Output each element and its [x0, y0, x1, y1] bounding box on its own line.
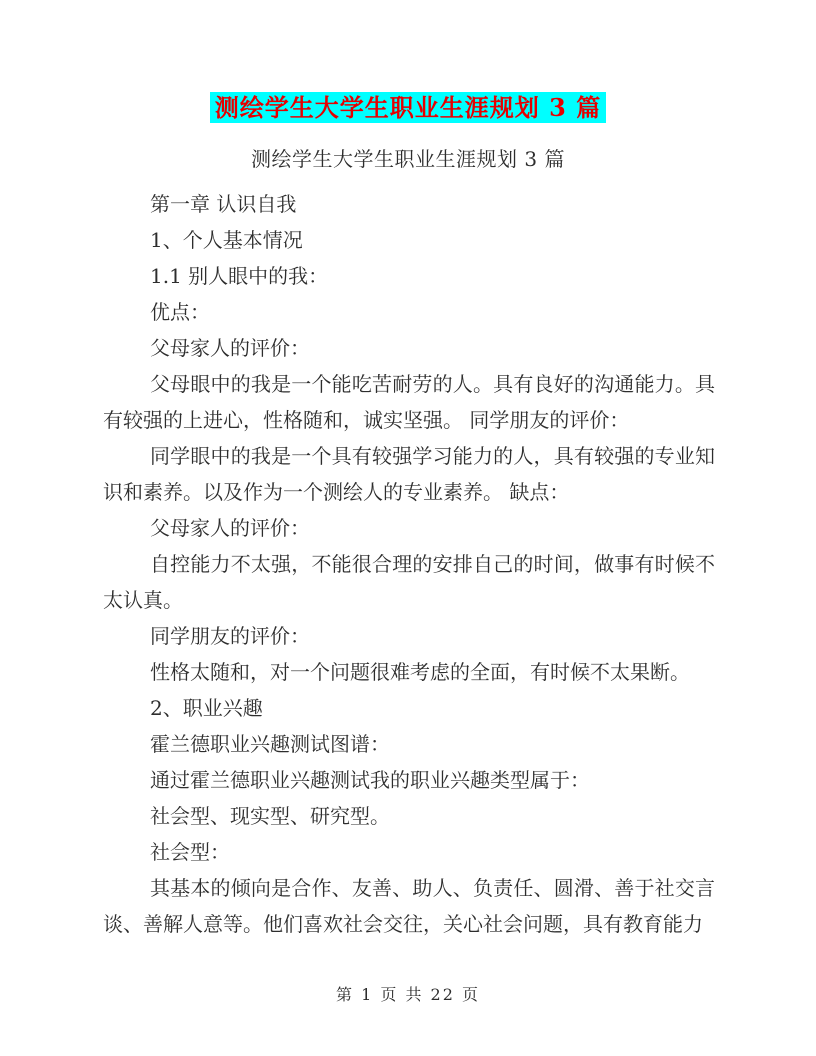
paragraph: 父母家人的评价： [150, 336, 310, 360]
paragraph: 1.1 别人眼中的我： [150, 264, 329, 288]
paragraph: 社会型、现实型、研究型。 [150, 804, 390, 828]
document-subtitle: 测绘学生大学生职业生涯规划 3 篇 [251, 147, 565, 171]
paragraph: 社会型： [150, 840, 230, 864]
paragraph: 父母眼中的我是一个能吃苦耐劳的人。具有良好的沟通能力。具有较强的上进心，性格随和，诚实坚强。 同学朋友的评价： [103, 372, 715, 432]
paragraph: 1、个人基本情况 [150, 228, 303, 252]
paragraph: 第一章 认识自我 [150, 192, 297, 216]
paragraph: 父母家人的评价： [150, 516, 310, 540]
paragraph: 2、职业兴趣 [150, 696, 263, 720]
paragraph: 性格太随和，对一个问题很难考虑的全面，有时候不太果断。 [150, 660, 690, 684]
document-body [103, 186, 715, 942]
paragraph: 同学朋友的评价： [150, 624, 310, 648]
page-footer: 第 1 页 共 22 页 [336, 985, 480, 1004]
paragraph: 同学眼中的我是一个具有较强学习能力的人，具有较强的专业知识和素养。以及作为一个测绘人的专业素养。 缺点： [103, 444, 715, 504]
paragraph: 通过霍兰德职业兴趣测试我的职业兴趣类型属于： [150, 768, 590, 792]
paragraph: 其基本的倾向是合作、友善、助人、负责任、圆滑、善于社交言谈、善解人意等。他们喜欢社会交往，关心社会问题，具有教育能力 [103, 876, 715, 936]
document-title: 测绘学生大学生职业生涯规划 3 篇 [210, 92, 606, 123]
paragraph: 优点： [150, 300, 210, 324]
title-row [0, 92, 816, 123]
paragraph: 霍兰德职业兴趣测试图谱： [150, 732, 390, 756]
paragraph: 自控能力不太强，不能很合理的安排自己的时间，做事有时候不太认真。 [103, 552, 715, 612]
